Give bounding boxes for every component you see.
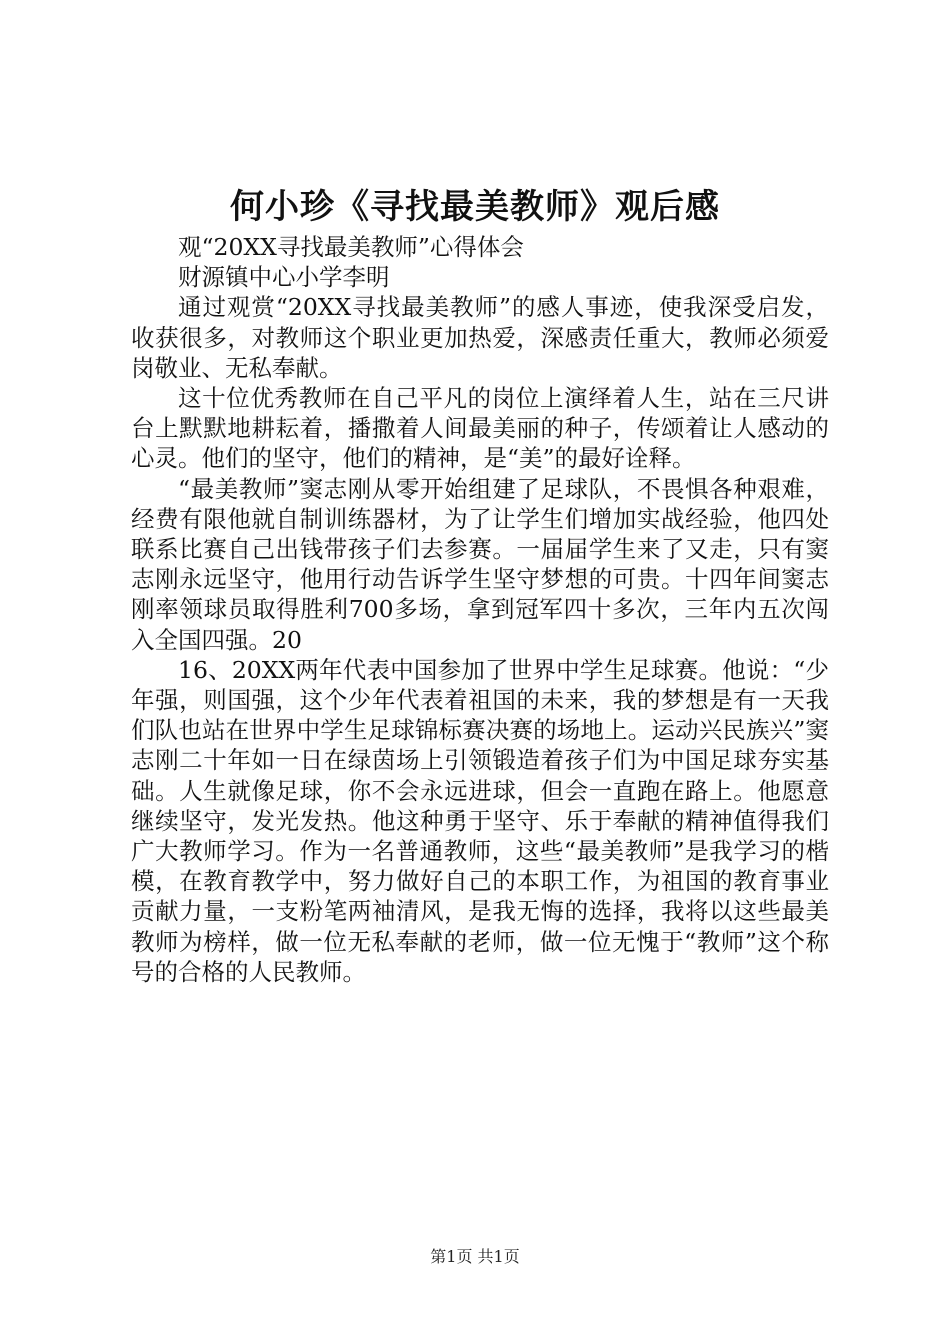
paragraph: 16、20XX两年代表中国参加了世界中学生足球赛。他说：“少年强，则国强，这个少年代表着祖国的未来，我的梦想是有一天我们队也站在世界中学生足球锦标赛决赛的场地上。运动兴民族兴”窦志刚二十年如一日在绿茵场上引领锻造着孩子们为中国足球夯实基础。人生就像足球，你不会永远进球，但会一直跑在路上。他愿意继续坚守，发光发热。他这种勇于坚守、乐于奉献的精神值得我们广大教师学习。作为一名普通教师，这些“最美教师”是我学习的楷模，在教育教学中，努力做好自己的本职工作，为祖国的教育事业贡献力量，一支粉笔两袖清风，是我无悔的选择，我将以这些最美教师为榜样，做一位无私奉献的老师，做一位无愧于“教师”这个称号的合格的人民教师。	[131, 655, 829, 986]
document-title: 何小珍《寻找最美教师》观后感	[230, 187, 720, 227]
paragraph: 通过观赏“20XX寻找最美教师”的感人事迹，使我深受启发，收获很多，对教师这个职业更加热爱，深感责任重大，教师必须爱岗敬业、无私奉献。	[131, 293, 829, 382]
paragraph: 这十位优秀教师在自己平凡的岗位上演绎着人生，站在三尺讲台上默默地耕耘着，播撒着人间最美丽的种子，传颂着让人感动的心灵。他们的坚守，他们的精神，是“美”的最好诠释。	[131, 384, 829, 473]
page-footer: 第1页 共1页	[430, 1247, 520, 1266]
paragraph-subtitle: 观“20XX寻找最美教师”心得体会	[178, 233, 524, 261]
document-body	[131, 232, 829, 987]
paragraph-author: 财源镇中心小学李明	[178, 263, 390, 292]
paragraph: “最美教师”窦志刚从零开始组建了足球队，不畏惧各种艰难，经费有限他就自制训练器材，为了让学生们增加实战经验，他四处联系比赛自己出钱带孩子们去参赛。一届届学生来了又走，只有窦志刚永远坚守，他用行动告诉学生坚守梦想的可贵。十四年间窦志刚率领球员取得胜利700多场，拿到冠军四十多次，三年内五次闯入全国四强。20	[131, 474, 829, 654]
